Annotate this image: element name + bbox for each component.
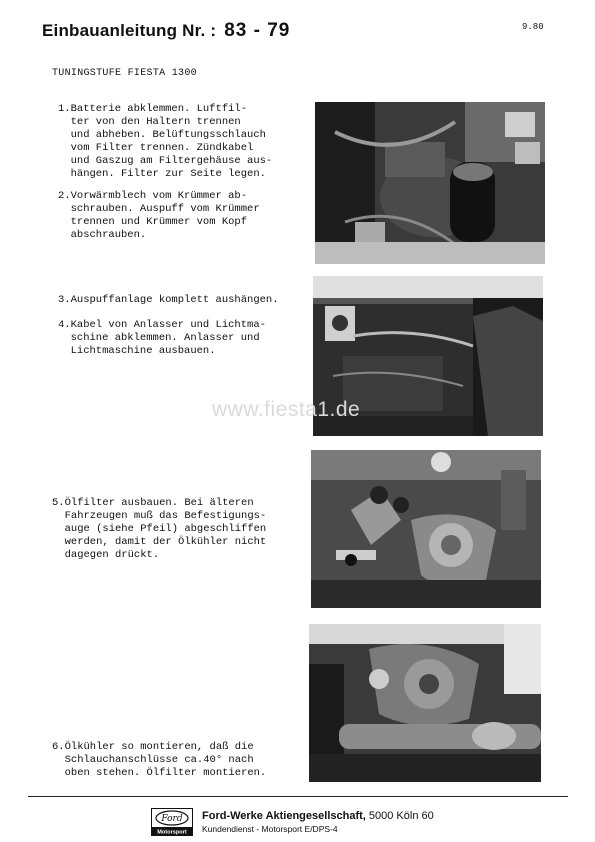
logo-motorsport-text: Motorsport bbox=[157, 829, 187, 836]
engine-photo-1 bbox=[315, 102, 545, 264]
engine-photo-4 bbox=[309, 624, 541, 782]
step-6: 6.Ölkühler so montieren, daß die Schlauchanschlüsse ca.40° nach oben stehen. Ölfilter montieren. bbox=[52, 741, 267, 779]
step-1: 1.Batterie abklemmen. Luftfil- ter von den Haltern trennen und abheben. Belüftungsschlauch vom Filter trennen. Zündkabel und Gaszug am Filtergehäuse aus- hängen. Filter zur Seite legen. bbox=[58, 103, 273, 180]
title-label: Einbauanleitung Nr. : bbox=[42, 21, 217, 40]
document-date: 9.80 bbox=[522, 22, 544, 32]
footer-divider bbox=[28, 796, 568, 797]
document-title bbox=[42, 20, 290, 42]
department-line: Kundendienst - Motorsport E/DPS-4 bbox=[202, 824, 338, 834]
step-3: 3.Auspuffanlage komplett aushängen. bbox=[58, 294, 279, 306]
company-city: 5000 Köln 60 bbox=[368, 810, 434, 822]
company-line bbox=[202, 810, 434, 822]
ford-motorsport-logo bbox=[151, 808, 193, 836]
logo-ford-text: Ford bbox=[161, 814, 183, 824]
company-name: Ford-Werke Aktiengesellschaft, bbox=[202, 810, 366, 822]
step-5: 5.Ölfilter ausbauen. Bei älteren Fahrzeugen muß das Befestigungs- auge (siehe Pfeil) abgeschliffen werden, damit der Ölkühler nicht dagegen drückt. bbox=[52, 497, 267, 561]
instruction-number: 83 - 79 bbox=[224, 20, 291, 41]
document-subtitle: TUNINGSTUFE FIESTA 1300 bbox=[52, 68, 197, 79]
engine-photo-3 bbox=[311, 450, 541, 608]
watermark: www.fiesta1.de bbox=[212, 398, 361, 421]
step-4: 4.Kabel von Anlasser und Lichtma- schine abklemmen. Anlasser und Lichtmaschine ausbauen. bbox=[58, 319, 266, 357]
step-2: 2.Vorwärmblech vom Krümmer ab- schrauben. Auspuff vom Krümmer trennen und Krümmer vom Kopf abschrauben. bbox=[58, 190, 260, 241]
